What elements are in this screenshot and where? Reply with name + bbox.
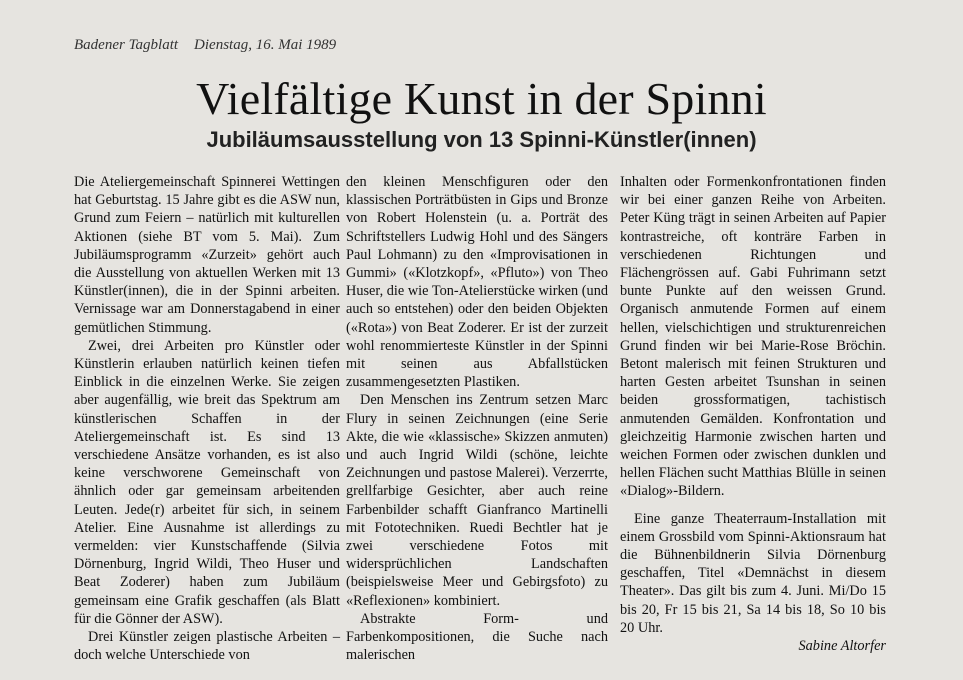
paragraph: Abstrakte Form- und Farbenkompositionen, die Suche nach malerischen [346, 610, 608, 664]
paragraph: den kleinen Menschfiguren oder den klassischen Porträtbüsten in Gips und Bronze von Robert Holenstein (u. a. Porträt des Schriftstellers Ludwig Hohl und des Sängers Paul Lohmann) zu den «Improvisationen in Gummi» («Klotzkopf», «Pfluto») von Theo Huser, die wie Ton-Atelierstücke wirken (und auch so entstehen) oder den beiden Objekten («Rota») von Beat Zoderer. Er ist der zurzeit wohl renommierteste Künstler in der Spinni mit seinen aus Abfallstücken zusammengesetzten Plastiken. [346, 174, 608, 391]
paragraph: Eine ganze Theaterraum-Installation mit einem Grossbild vom Spinni-Aktionsraum hat die Bühnenbildnerin Silvia Dörnenburg geschaffen, Titel «Demnächst in diesem Theater». Das gilt bis zum 4. Juni. Mi/Do 15 bis 20, Fr 15 bis 21, Sa 14 bis 18, So 10 bis 20 Uhr. [620, 510, 886, 636]
publication-date: Dienstag, 16. Mai 1989 [194, 37, 337, 53]
author-signature: Sabine Altorfer [798, 638, 886, 655]
paragraph: Die Ateliergemeinschaft Spinnerei Wettingen hat Geburtstag. 15 Jahre gibt es die ASW nun, Grund zum Feiern – natürlich mit kulturellen Aktionen (siehe BT vom 5. Mai). Zum Jubiläumsprogramm «Zurzeit» gehört auch die Ausstellung von aktuellen Werken mit 13 Künstler(innen), die in der Spinni arbeiten. Vernissage war am Donnerstagabend in einer gemütlichen Stimmung. [74, 174, 340, 336]
newspaper-header [74, 37, 336, 54]
article-column-3 [620, 173, 886, 655]
article-subtitle: Jubiläumsausstellung von 13 Spinni-Künstler(innen) [206, 127, 757, 152]
article-column-2 [346, 173, 608, 664]
paragraph: Den Menschen ins Zentrum setzen Marc Flury in seinen Zeichnungen (eine Serie Akte, die wie «klassische» Skizzen anmuten) und auch Ingrid Wildi (schöne, leichte Zeichnungen und pastose Malerei). Verzerrte, grellfarbige Gesichter, aber auch reine Farbenbilder schafft Gianfranco Martinelli mit Fototechniken. Ruedi Bechtler hat je zwei verschiedene Fotos mit widersprüchlichen Landschaften (beispielsweise Meer und Gebirgsfoto) zu «Reflexionen» kombiniert. [346, 392, 608, 609]
article-title: Vielfältige Kunst in der Spinni [196, 73, 767, 124]
paragraph: Drei Künstler zeigen plastische Arbeiten – doch welche Unterschiede von [74, 629, 340, 664]
newspaper-name: Badener Tagblatt [74, 37, 179, 53]
paragraph: Inhalten oder Formenkonfrontationen finden wir bei einer ganzen Reihe von Arbeiten. Peter Küng trägt in seinen Arbeiten auf Papier kontrastreiche, oft konträre Farben in verschiedenen Richtungen und Flächengrössen auf. Gabi Fuhrimann setzt bunte Punkte auf den weissen Grund. Organisch anmutende Formen auf einem hellen, vielschichtigen und strukturenreichen Grund finden wir bei Marie-Rose Bröchin. Betont malerisch mit feinen Strukturen und harten Gesten arbeitet Tsunshan in seinen beiden grossformatigen, tachistisch anmutenden Gemälden. Konfrontation und gleichzeitig Harmonie zwischen harten und weichen Formen oder zwischen dunklen und hellen Flächen sucht Matthias Blülle in seinen «Dialog»-Bildern. [620, 174, 886, 500]
article-column-1 [74, 173, 340, 664]
paragraph: Zwei, drei Arbeiten pro Künstler oder Künstlerin erlauben natürlich keinen tiefen Einblick in die einzelnen Werke. Sie zeigen aber augenfällig, wie breit das Spektrum am künstlerischen Schaffen in der Ateliergemeinschaft ist. Es sind 13 verschiedene Ansätze vorhanden, es ist also keine verschworene Gemeinschaft von ähnlich oder gar gemeinsam arbeitenden Leuten. Jede(r) arbeitet für sich, in seinem Atelier. Eine Ausnahme ist allerdings zu vermelden: vier Kunstschaffende (Silvia Dörnenburg, Ingrid Wildi, Theo Huser und Beat Zoderer) haben zum Jubiläum gemeinsam eine Grafik geschaffen (als Blatt für die Gönner der ASW). [74, 337, 340, 627]
